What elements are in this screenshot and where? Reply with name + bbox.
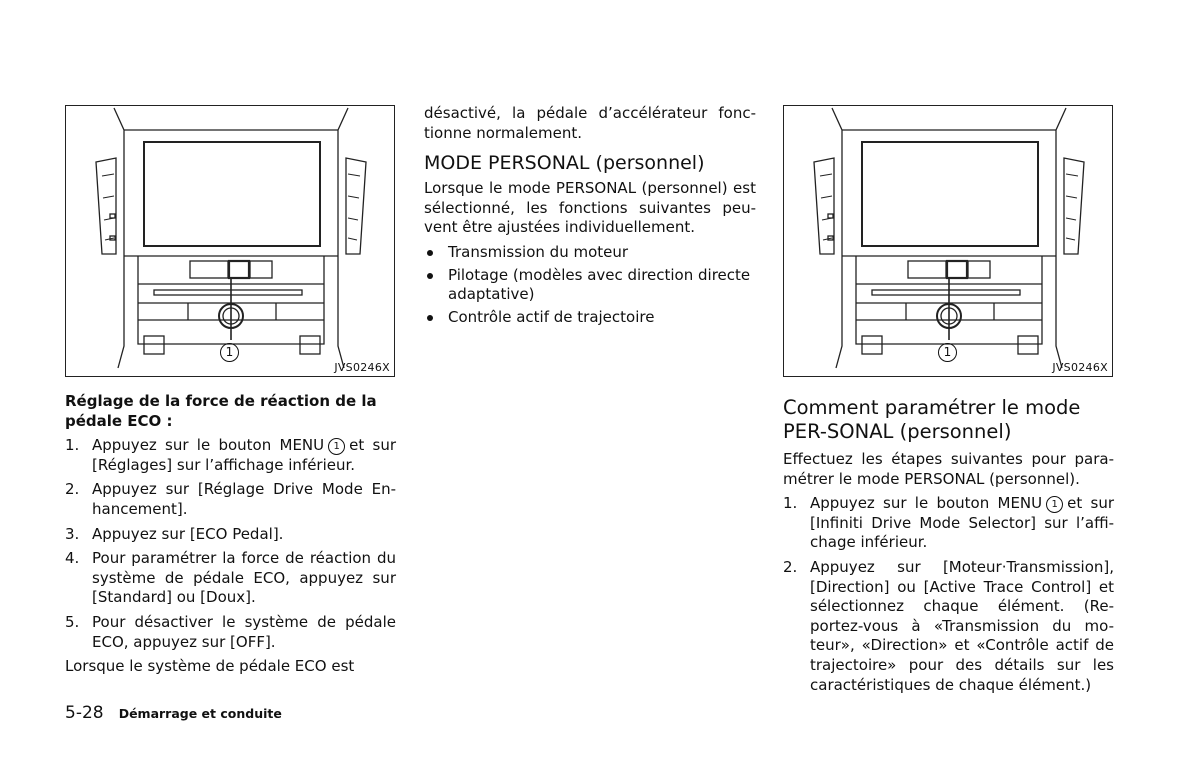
callout-marker-1: 1 xyxy=(938,343,957,362)
list-item: Transmission du moteur xyxy=(424,243,756,263)
figure-center-console-right xyxy=(783,105,1113,377)
center-console-diagram xyxy=(66,106,396,378)
figure-code: JVS0246X xyxy=(334,361,390,374)
personal-functions-list xyxy=(424,243,756,327)
callout-marker-1: 1 xyxy=(220,343,239,362)
figure-code: JVS0246X xyxy=(1052,361,1108,374)
continuation-paragraph: désactivé, la pédale d’accélérateur fonc-tionne normalement. xyxy=(424,104,756,142)
bullet-icon xyxy=(427,250,433,256)
section-heading-personal: MODE PERSONAL (personnel) xyxy=(424,152,705,175)
personal-intro: Lorsque le mode PERSONAL (personnel) est sélectionné, les fonctions suivantes peu-vent être ajustées individuellement. xyxy=(424,179,756,237)
middle-column xyxy=(424,104,756,330)
callout-marker-1: 1 xyxy=(328,438,345,455)
trailing-paragraph: Lorsque le système de pédale ECO est xyxy=(65,657,355,676)
callout-marker-1: 1 xyxy=(1046,496,1063,513)
bullet-icon xyxy=(427,315,433,321)
list-item: 1. Appuyez sur le bouton MENU 1 et sur [Réglages] sur l’affichage inférieur. xyxy=(65,436,396,474)
list-item: Pilotage (modèles avec direction directe adaptative) xyxy=(424,266,756,305)
list-item: 5. Pour désactiver le système de pédale ECO, appuyez sur [OFF]. xyxy=(65,612,396,651)
list-item: 1. Appuyez sur le bouton MENU 1 et sur [Infiniti Drive Mode Selector] sur l’affi-chage inférieur. xyxy=(783,494,1114,552)
section-heading-eco: Réglage de la force de réaction de la pédale ECO : xyxy=(65,392,377,430)
list-item: 2. Appuyez sur [Moteur·Transmission], [Direction] ou [Active Trace Control] et sélectionnez chaque élément. (Re-portez-vous à «Transmission du mo-teur», «Direction» et «Contrôle actif de trajectoire» pour des détails sur les caractéristiques de chaque élément.) xyxy=(783,557,1114,694)
bullet-icon xyxy=(427,273,433,279)
list-item: 4. Pour paramétrer la force de réaction du système de pédale ECO, appuyez sur [Standard] ou [Doux]. xyxy=(65,549,396,607)
configure-steps-list xyxy=(783,494,1114,695)
configure-intro: Effectuez les étapes suivantes pour para-métrer le mode PERSONAL (personnel). xyxy=(783,450,1114,488)
section-title: Démarrage et conduite xyxy=(118,706,282,721)
section-heading-configure: Comment paramétrer le mode PER-SONAL (personnel) xyxy=(783,396,1081,443)
list-item: Contrôle actif de trajectoire xyxy=(424,308,756,328)
center-console-diagram xyxy=(784,106,1114,378)
eco-steps-list xyxy=(65,436,396,652)
list-item: 2. Appuyez sur [Réglage Drive Mode En-hancement]. xyxy=(65,480,396,518)
list-item: 3. Appuyez sur [ECO Pedal]. xyxy=(65,524,284,543)
left-column xyxy=(65,392,396,682)
page-number: 5-28 xyxy=(65,703,104,723)
page-footer xyxy=(65,703,282,723)
figure-center-console-left xyxy=(65,105,395,377)
right-column xyxy=(783,396,1114,700)
